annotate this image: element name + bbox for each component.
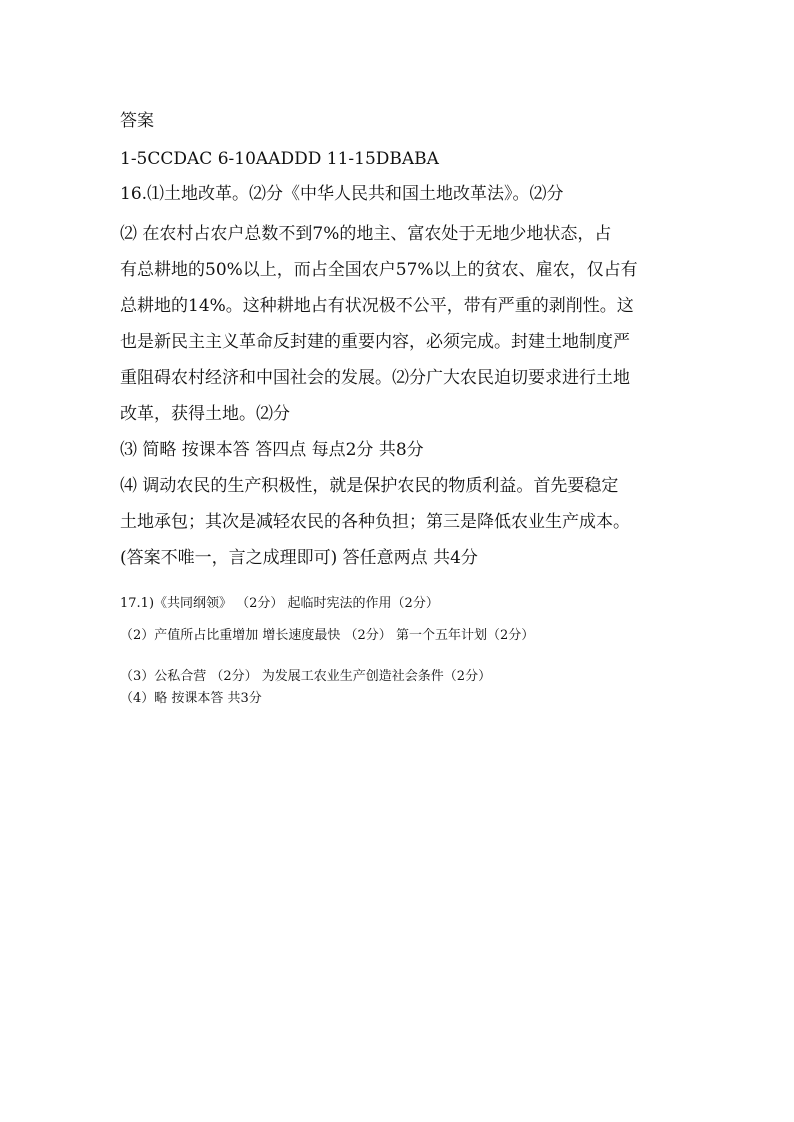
q17-part1: 17.1)《共同纲领》 （2分） 起临时宪法的作用（2分） bbox=[120, 596, 439, 611]
answer-title: 答案 bbox=[120, 111, 154, 131]
multiple-choice-answers: 1-5CCDAC 6-10AADDD 11-15DBABA bbox=[120, 149, 439, 169]
q17-part3: （3）公私合营 （2分） 为发展工农业生产创造社会条件（2分） bbox=[120, 669, 492, 684]
q16-part3: ⑶ 简略 按课本答 答四点 每点2分 共8分 bbox=[120, 440, 424, 460]
q16-part4-line-2: 土地承包；其次是减轻农民的各种负担；第三是降低农业生产成本。 bbox=[120, 512, 630, 532]
q16-part2-line-6: 改革，获得土地。⑵分 bbox=[120, 404, 290, 424]
q16-part2-line-2: 有总耕地的50%以上，而占全国农户57%以上的贫农、雇农，仅占有 bbox=[120, 260, 638, 280]
q17-part4: （4）略 按课本答 共3分 bbox=[120, 691, 262, 706]
q16-part4-line-1: ⑷ 调动农民的生产积极性，就是保护农民的物质利益。首先要稳定 bbox=[120, 476, 619, 496]
q16-part4-line-3: (答案不唯一，言之成理即可) 答任意两点 共4分 bbox=[120, 548, 478, 568]
q16-part2-line-3: 总耕地的14%。这种耕地占有状况极不公平，带有严重的剥削性。这 bbox=[120, 296, 634, 316]
q16-part2-line-4: 也是新民主主义革命反封建的重要内容，必须完成。封建土地制度严 bbox=[120, 332, 630, 352]
q16-part2-line-5: 重阻碍农村经济和中国社会的发展。⑵分广大农民迫切要求进行土地 bbox=[120, 368, 630, 388]
q17-part2: （2）产值所占比重增加 增长速度最快 （2分） 第一个五年计划（2分） bbox=[120, 628, 535, 643]
q16-part2-line-1: ⑵ 在农村占农户总数不到7%的地主、富农处于无地少地状态，占 bbox=[120, 224, 612, 244]
q16-part1: 16.⑴土地改革。⑵分《中华人民共和国土地改革法》。⑵分 bbox=[120, 184, 564, 204]
